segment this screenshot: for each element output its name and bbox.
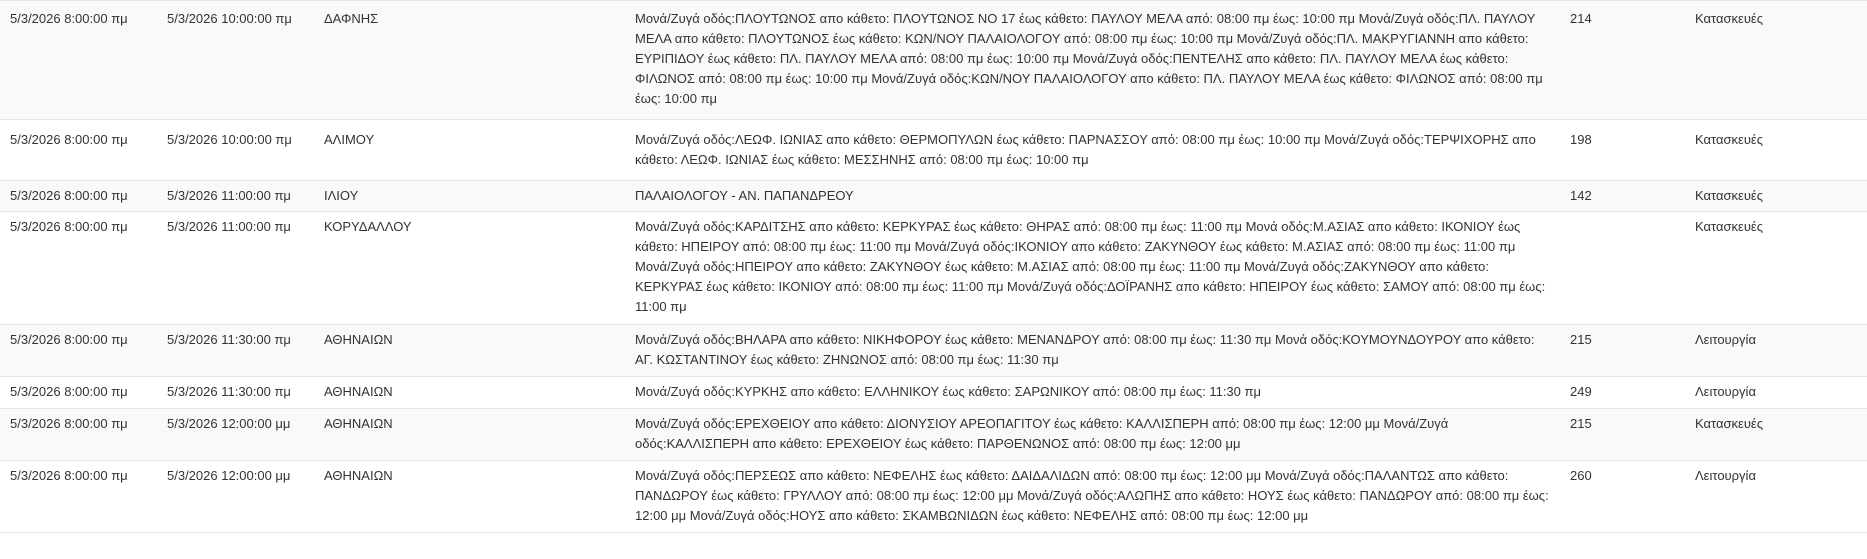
start-time-cell: 5/3/2026 8:00:00 πμ xyxy=(10,384,128,399)
description-cell: ΠΑΛΑΙΟΛΟΓΟΥ - ΑΝ. ΠΑΠΑΝΔΡΕΟΥ xyxy=(635,188,854,203)
start-time-cell: 5/3/2026 8:00:00 πμ xyxy=(10,416,128,431)
start-time-cell: 5/3/2026 8:00:00 πμ xyxy=(10,132,128,147)
start-time-cell: 5/3/2026 8:00:00 πμ xyxy=(10,332,128,347)
end-time-cell: 5/3/2026 12:00:00 μμ xyxy=(167,416,291,431)
code-cell: 215 xyxy=(1570,332,1592,347)
description-cell: Μονά/Ζυγά οδός:ΒΗΛΑΡΑ απο κάθετο: ΝΙΚΗΦΟΡΟΥ έως κάθετο: ΜΕΝΑΝΔΡΟΥ από: 08:00 πμ έως: 11:30 πμ Μονά οδός:ΚΟΥΜΟΥΝΔΟΥΡΟΥ απο κάθετο: ΑΓ. ΚΩΣΤΑΝΤΙΝΟΥ έως κάθετο: ΖΗΝΩΝΟΣ από: 08:00 πμ έως: 11:30 πμ xyxy=(635,332,1535,367)
description-cell: Μονά/Ζυγά οδός:ΚΥΡΚΗΣ απο κάθετο: ΕΛΛΗΝΙΚΟΥ έως κάθετο: ΣΑΡΩΝΙΚΟΥ από: 08:00 πμ έως: 11:30 πμ xyxy=(635,384,1261,399)
end-time-cell: 5/3/2026 12:00:00 μμ xyxy=(167,468,291,483)
table-row[interactable] xyxy=(0,377,1867,409)
end-time-cell: 5/3/2026 10:00:00 πμ xyxy=(167,11,292,26)
code-cell: 142 xyxy=(1570,188,1592,203)
start-time-cell: 5/3/2026 8:00:00 πμ xyxy=(10,11,128,26)
category-cell: Κατασκευές xyxy=(1695,219,1763,234)
description-cell: Μονά/Ζυγά οδός:ΠΛΟΥΤΩΝΟΣ απο κάθετο: ΠΛΟΥΤΩΝΟΣ ΝΟ 17 έως κάθετο: ΠΑΥΛΟΥ ΜΕΛΑ από: 08:00 πμ έως: 10:00 πμ Μονά/Ζυγά οδός:ΠΛ. ΠΑΥΛΟΥ ΜΕΛΑ απο κάθετο: ΠΛΟΥΤΩΝΟΣ έως κάθετο: ΚΩΝ/ΝΟΥ ΠΑΛΑΙΟΛΟΓΟΥ από: 08:00 πμ έως: 10:00 πμ Μονά/Ζυγά οδός:ΠΛ. ΜΑΚΡΥΓΙΑΝΝΗ απο κάθετο: ΕΥΡΙΠΙΔΟΥ έως κάθετο: ΠΛ. ΠΑΥΛΟΥ ΜΕΛΑ από: 08:00 πμ έως: 10:00 πμ Μονά/Ζυγά οδός:ΠΕΝΤΕΛΗΣ απο κάθετο: ΠΛ. ΠΑΥΛΟΥ ΜΕΛΑ έως κάθετο: ΦΙΛΩΝΟΣ από: 08:00 πμ έως: 10:00 πμ Μονά/Ζυγά οδός:ΚΩΝ/ΝΟΥ ΠΑΛΑΙΟΛΟΓΟΥ απο κάθετο: ΠΛ. ΠΑΥΛΟΥ ΜΕΛΑ έως κάθετο: ΦΙΛΩΝΟΣ από: 08:00 πμ έως: 10:00 πμ xyxy=(635,11,1543,106)
end-time-cell: 5/3/2026 10:00:00 πμ xyxy=(167,132,292,147)
category-cell: Κατασκευές xyxy=(1695,132,1763,147)
municipality-cell: ΑΛΙΜΟΥ xyxy=(324,132,375,147)
end-time-cell: 5/3/2026 11:30:00 πμ xyxy=(167,384,291,399)
start-time-cell: 5/3/2026 8:00:00 πμ xyxy=(10,468,128,483)
municipality-cell: ΙΛΙΟΥ xyxy=(324,188,359,203)
municipality-cell: ΔΑΦΝΗΣ xyxy=(324,11,379,26)
description-cell: Μονά/Ζυγά οδός:ΛΕΩΦ. ΙΩΝΙΑΣ απο κάθετο: ΘΕΡΜΟΠΥΛΩΝ έως κάθετο: ΠΑΡΝΑΣΣΟΥ από: 08:00 πμ έως: 10:00 πμ Μονά/Ζυγά οδός:ΤΕΡΨΙΧΟΡΗΣ απο κάθετο: ΛΕΩΦ. ΙΩΝΙΑΣ έως κάθετο: ΜΕΣΣΗΝΗΣ από: 08:00 πμ έως: 10:00 πμ xyxy=(635,132,1536,167)
category-cell: Κατασκευές xyxy=(1695,11,1763,26)
description-cell: Μονά/Ζυγά οδός:ΕΡΕΧΘΕΙΟΥ απο κάθετο: ΔΙΟΝΥΣΙΟΥ ΑΡΕΟΠΑΓΙΤΟΥ έως κάθετο: ΚΑΛΛΙΣΠΕΡΗ από: 08:00 πμ έως: 12:00 μμ Μονά/Ζυγά οδός:ΚΑΛΛΙΣΠΕΡΗ απο κάθετο: ΕΡΕΧΘΕΙΟΥ έως κάθετο: ΠΑΡΘΕΝΩΝΟΣ από: 08:00 πμ έως: 12:00 μμ xyxy=(635,416,1449,451)
municipality-cell: ΑΘΗΝΑΙΩΝ xyxy=(324,332,393,347)
category-cell: Λειτουργία xyxy=(1695,384,1756,399)
category-cell: Λειτουργία xyxy=(1695,468,1756,483)
end-time-cell: 5/3/2026 11:00:00 πμ xyxy=(167,188,291,203)
table-row[interactable] xyxy=(0,461,1867,533)
municipality-cell: ΑΘΗΝΑΙΩΝ xyxy=(324,416,393,431)
table-row[interactable] xyxy=(0,325,1867,377)
code-cell: 198 xyxy=(1570,132,1592,147)
start-time-cell: 5/3/2026 8:00:00 πμ xyxy=(10,188,128,203)
municipality-cell: ΑΘΗΝΑΙΩΝ xyxy=(324,384,393,399)
category-cell: Λειτουργία xyxy=(1695,332,1756,347)
end-time-cell: 5/3/2026 11:00:00 πμ xyxy=(167,219,291,234)
table-row[interactable] xyxy=(0,409,1867,461)
start-time-cell: 5/3/2026 8:00:00 πμ xyxy=(10,219,128,234)
municipality-cell: ΚΟΡΥΔΑΛΛΟΥ xyxy=(324,219,412,234)
code-cell: 215 xyxy=(1570,416,1592,431)
table-row[interactable] xyxy=(0,212,1867,325)
end-time-cell: 5/3/2026 11:30:00 πμ xyxy=(167,332,291,347)
table-row[interactable] xyxy=(0,1,1867,120)
table-row[interactable] xyxy=(0,181,1867,212)
description-cell: Μονά/Ζυγά οδός:ΠΕΡΣΕΩΣ απο κάθετο: ΝΕΦΕΛΗΣ έως κάθετο: ΔΑΙΔΑΛΙΔΩΝ από: 08:00 πμ έως: 12:00 μμ Μονά/Ζυγά οδός:ΠΑΛΑΝΤΩΣ απο κάθετο: ΠΑΝΔΩΡΟΥ έως κάθετο: ΓΡΥΛΛΟΥ από: 08:00 πμ έως: 12:00 μμ Μονά/Ζυγά οδός:ΑΛΩΠΗΣ απο κάθετο: ΗΟΥΣ έως κάθετο: ΠΑΝΔΩΡΟΥ από: 08:00 πμ έως: 12:00 μμ Μονά/Ζυγά οδός:ΗΟΥΣ απο κάθετο: ΣΚΑΜΒΩΝΙΔΩΝ έως κάθετο: ΝΕΦΕΛΗΣ από: 08:00 πμ έως: 12:00 μμ xyxy=(635,468,1549,523)
code-cell: 260 xyxy=(1570,468,1592,483)
code-cell: 214 xyxy=(1570,11,1592,26)
category-cell: Κατασκευές xyxy=(1695,188,1763,203)
municipality-cell: ΑΘΗΝΑΙΩΝ xyxy=(324,468,393,483)
code-cell: 249 xyxy=(1570,384,1592,399)
description-cell: Μονά/Ζυγά οδός:ΚΑΡΔΙΤΣΗΣ απο κάθετο: ΚΕΡΚΥΡΑΣ έως κάθετο: ΘΗΡΑΣ από: 08:00 πμ έως: 11:00 πμ Μονά οδός:Μ.ΑΣΙΑΣ απο κάθετο: ΙΚΟΝΙΟΥ έως κάθετο: ΗΠΕΙΡΟΥ από: 08:00 πμ έως: 11:00 πμ Μονά/Ζυγά οδός:ΙΚΟΝΙΟΥ απο κάθετο: ΖΑΚΥΝΘΟΥ έως κάθετο: Μ.ΑΣΙΑΣ από: 08:00 πμ έως: 11:00 πμ Μονά/Ζυγά οδός:ΗΠΕΙΡΟΥ απο κάθετο: ΖΑΚΥΝΘΟΥ έως κάθετο: Μ.ΑΣΙΑΣ από: 08:00 πμ έως: 11:00 πμ Μονά/Ζυγά οδός:ΖΑΚΥΝΘΟΥ απο κάθετο: ΚΕΡΚΥΡΑΣ έως κάθετο: ΙΚΟΝΙΟΥ από: 08:00 πμ έως: 11:00 πμ Μονά/Ζυγά οδός:ΔΟΪΡΑΝΗΣ απο κάθετο: ΗΠΕΙΡΟΥ έως κάθετο: ΣΑΜΟΥ από: 08:00 πμ έως: 11:00 πμ xyxy=(635,219,1546,314)
category-cell: Κατασκευές xyxy=(1695,416,1763,431)
table-row[interactable] xyxy=(0,120,1867,181)
